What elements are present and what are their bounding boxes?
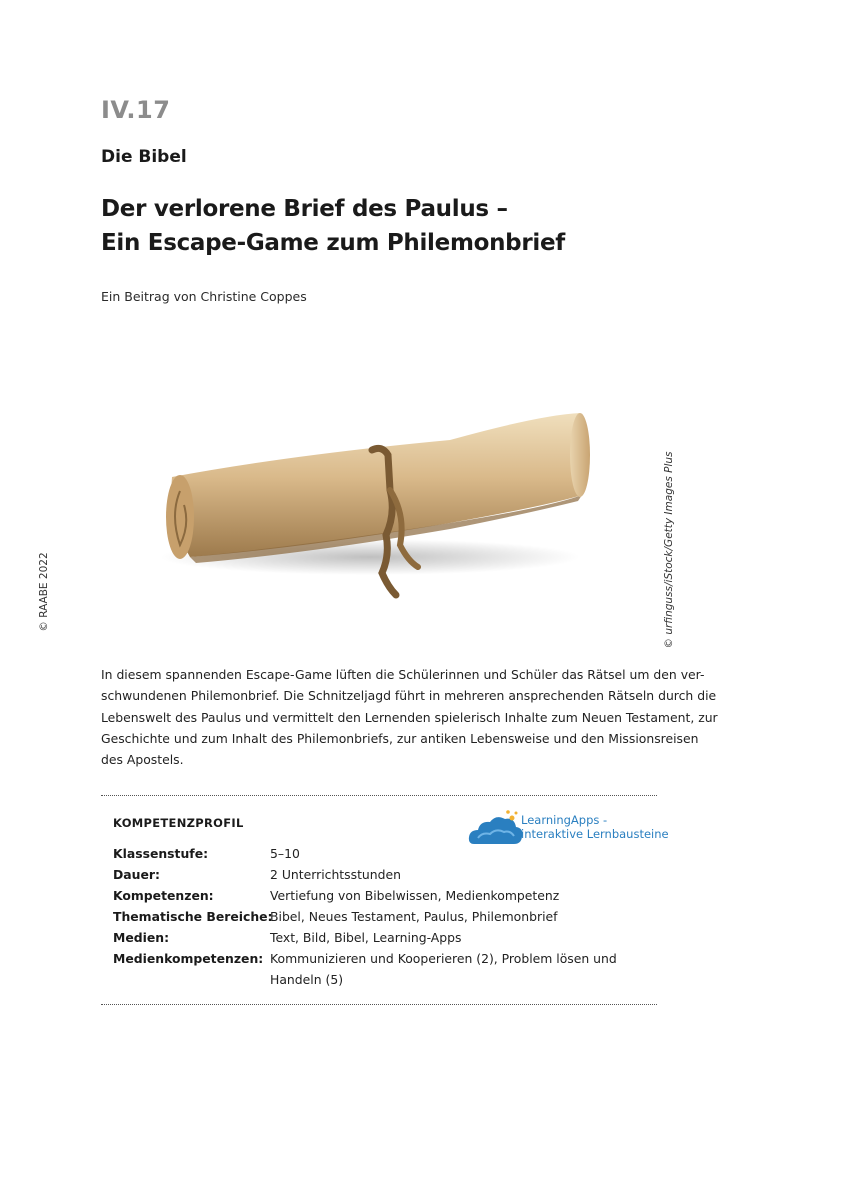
profile-value: Vertiefung von Bibelwissen, Medienkompetenz: [270, 888, 560, 903]
spark-icon: [510, 816, 515, 821]
profile-label: Kompetenzen:: [113, 888, 214, 903]
intro-line: des Apostels.: [101, 752, 184, 768]
logo-line-1: LearningApps -: [521, 813, 608, 827]
divider-top: [101, 795, 657, 796]
spark-icon: [515, 812, 518, 815]
scroll-illustration: [150, 395, 610, 610]
title-line-2: Ein Escape-Game zum Philemonbrief: [101, 230, 565, 256]
profile-label: Klassenstufe:: [113, 846, 209, 861]
photo-credit: © urfinguss/iStock/Getty Images Plus: [663, 451, 675, 649]
logo-text: [521, 813, 669, 841]
spark-icon: [506, 810, 510, 814]
profile-value: 2 Unterrichtsstunden: [270, 867, 401, 882]
subject-heading: Die Bibel: [101, 147, 187, 167]
chapter-number: IV.17: [101, 96, 171, 124]
logo-line-2: interaktive Lernbausteine: [521, 827, 669, 841]
profile-value: 5–10: [270, 846, 300, 861]
title-line-1: Der verlorene Brief des Paulus –: [101, 196, 508, 222]
profile-label: Thematische Bereiche:: [113, 909, 273, 924]
intro-line: schwundenen Philemonbrief. Die Schnitzeljagd führt in mehreren ansprechenden Rätseln durch die: [101, 688, 717, 704]
intro-text: [101, 664, 718, 770]
profile-value: Text, Bild, Bibel, Learning-Apps: [270, 930, 462, 945]
profile-label: Medien:: [113, 930, 170, 945]
profile-label: Dauer:: [113, 867, 160, 882]
page-title: [101, 192, 565, 260]
intro-line: In diesem spannenden Escape-Game lüften die Schülerinnen und Schüler das Rätsel um den ver-: [101, 667, 705, 682]
intro-line: Geschichte und zum Inhalt des Philemonbriefs, zur antiken Lebensweise und den Missionsreisen: [101, 730, 699, 746]
divider-bottom: [101, 1004, 657, 1005]
profile-heading: KOMPETENZPROFIL: [113, 816, 244, 830]
intro-line: Lebenswelt des Paulus und vermittelt den Lernenden spielerisch Inhalte zum Neuen Testament, zur: [101, 709, 718, 725]
profile-value: Handeln (5): [270, 972, 344, 987]
scroll-end-right: [570, 413, 590, 497]
profile-value: Bibel, Neues Testament, Paulus, Philemonbrief: [270, 909, 558, 924]
profile-label: Medienkompetenzen:: [113, 951, 264, 966]
author-line: Ein Beitrag von Christine Coppes: [101, 289, 307, 304]
copyright-note: © RAABE 2022: [38, 552, 50, 632]
profile-value: Kommunizieren und Kooperieren (2), Problem lösen und: [270, 951, 617, 966]
